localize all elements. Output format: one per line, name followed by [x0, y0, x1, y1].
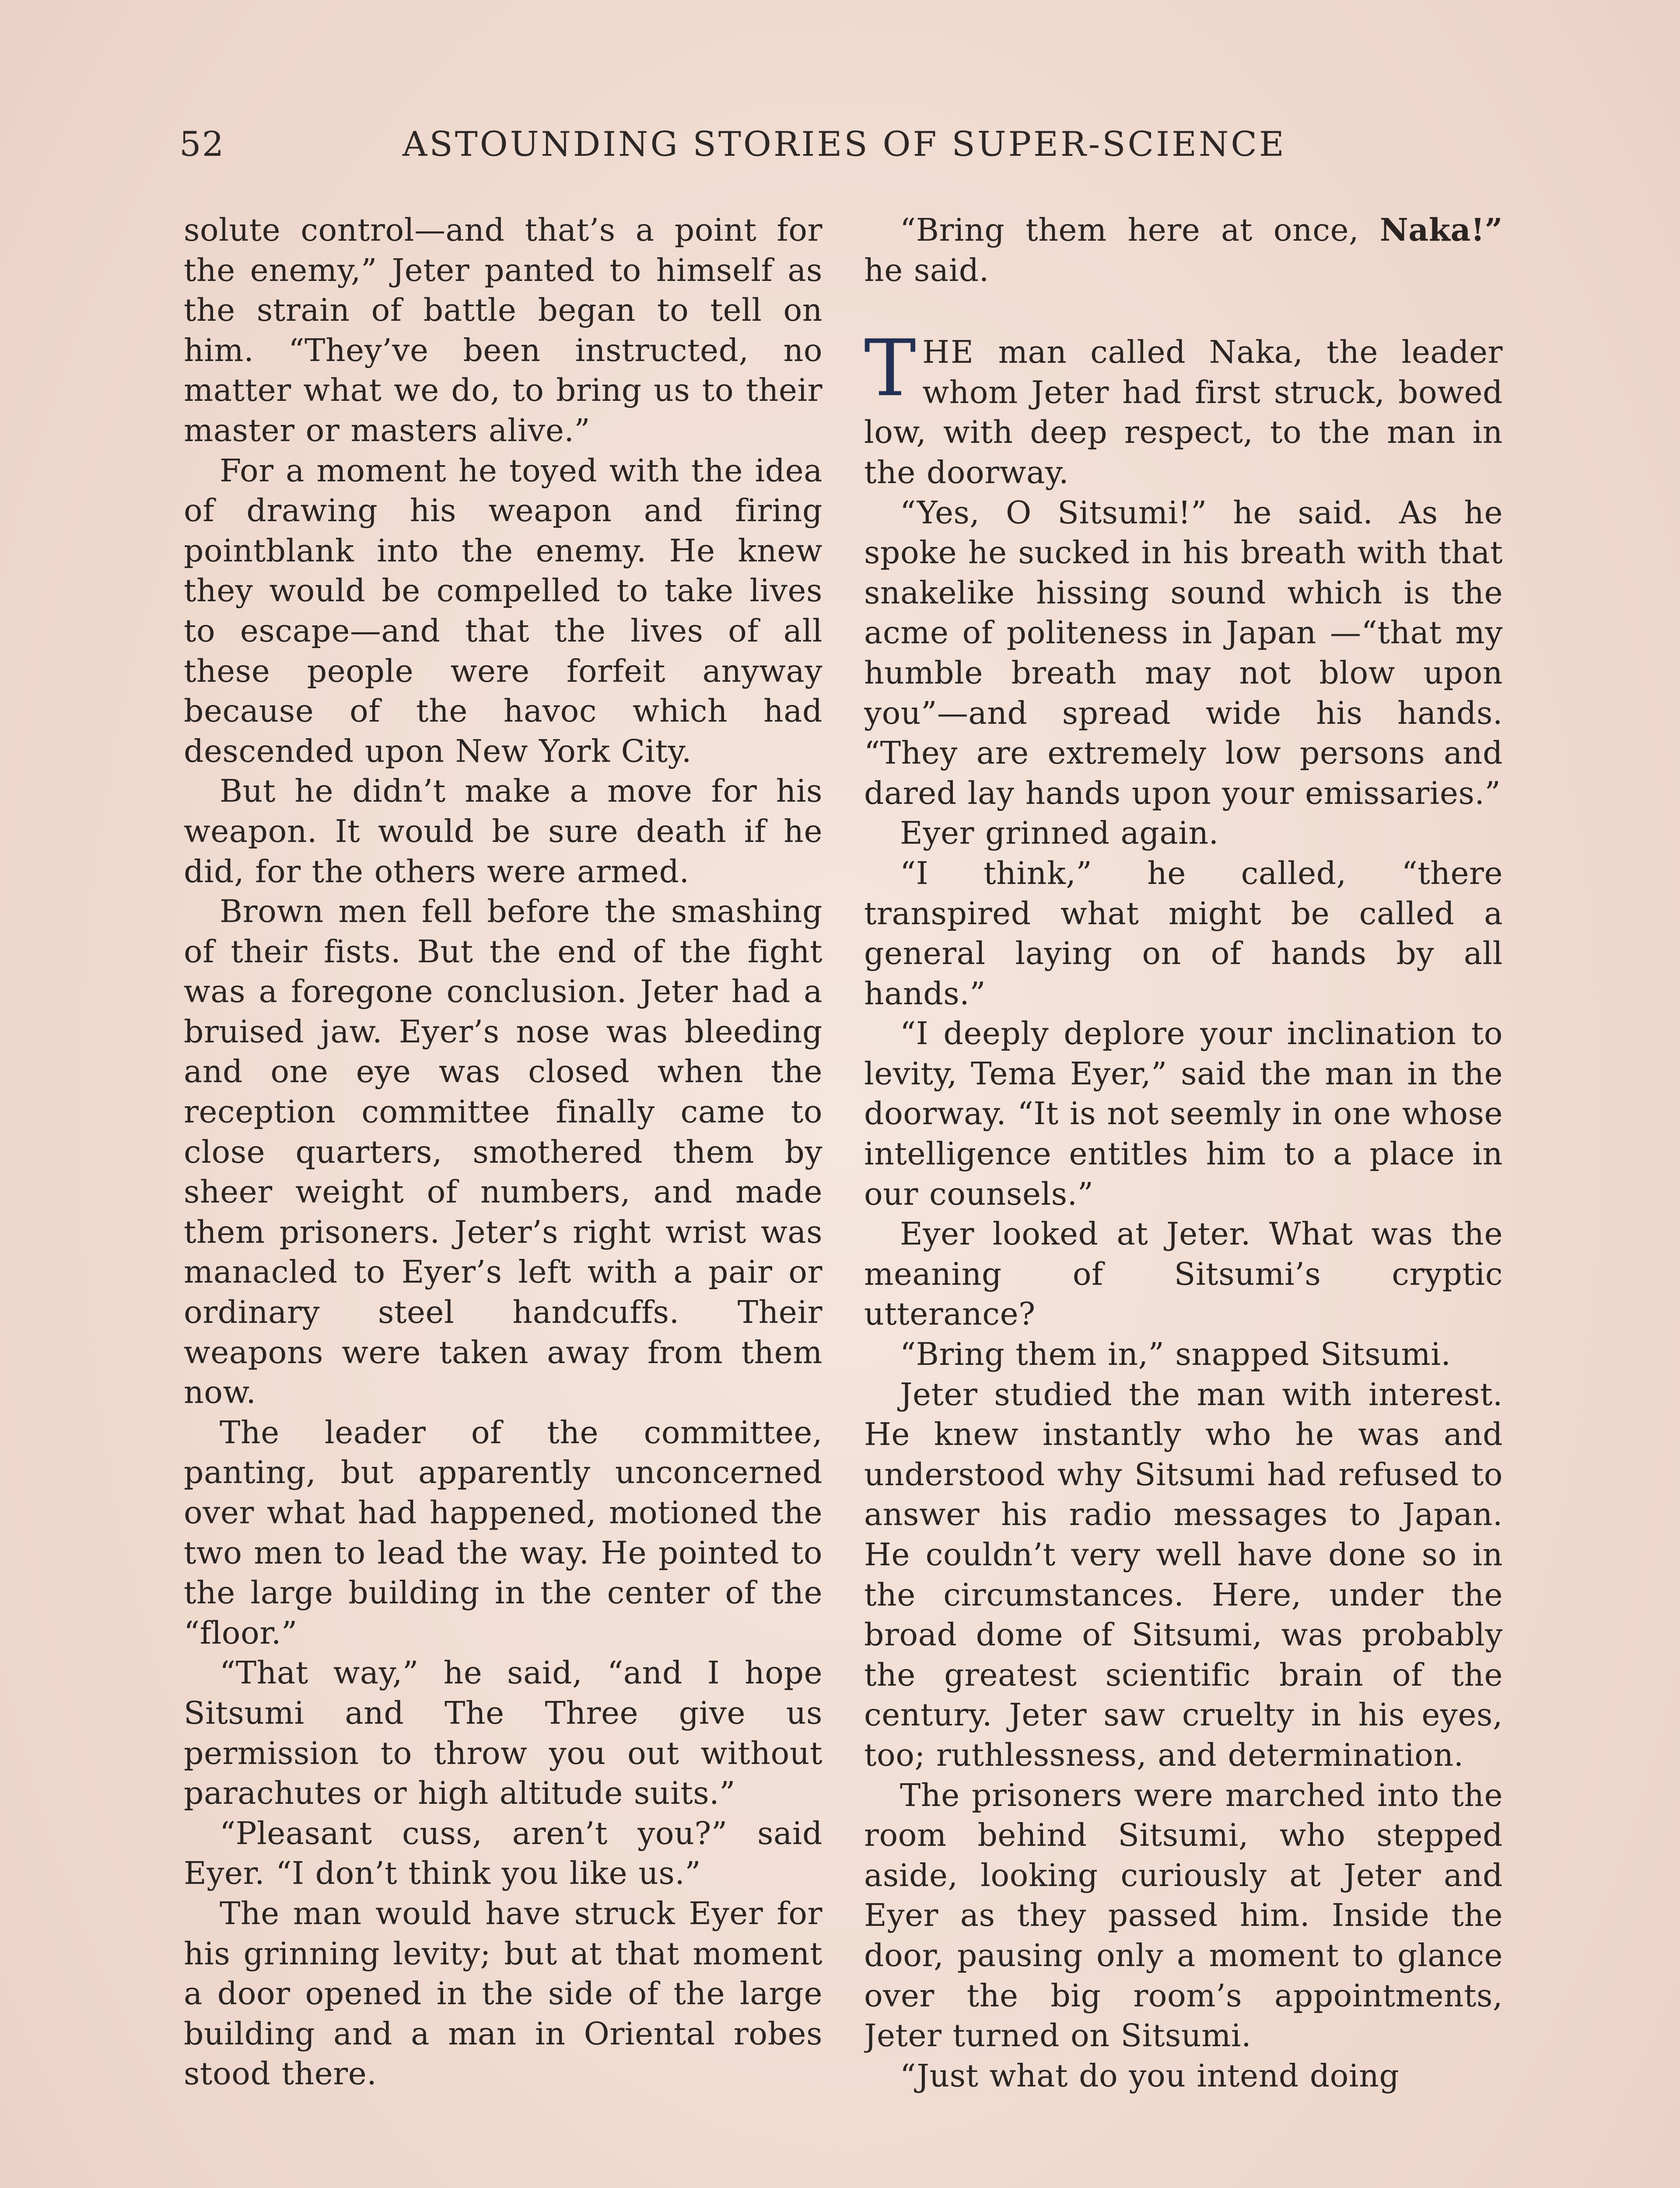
paragraph: “Just what do you intend doing: [900, 2057, 1400, 2094]
paragraph: Eyer looked at Jeter. What was the meaning of Sitsumi’s cryptic utterance?: [864, 1216, 1503, 1332]
small-caps-run: HE: [922, 334, 975, 371]
paragraph: For a moment he toyed with the idea of drawing his weapon and firing pointblank into the enemy. He knew they would be compelled to take lives to escape—and that the lives of all these people were forfeit anyway because of the havoc which had descended upon New York City.: [184, 452, 822, 769]
paragraph: “Bring them in,” snapped Sitsumi.: [900, 1336, 1451, 1373]
right-column: [864, 210, 1503, 2188]
paragraph: “I deeply deplore your inclination to levity, Tema Eyer,” said the man in the doorway. “It is not seemly in one whose intelligence entitles him to a place in our counsels.”: [864, 1015, 1503, 1212]
paragraph: “Pleasant cuss, aren’t you?” said Eyer. “I don’t think you like us.”: [184, 1815, 822, 1892]
paragraph: “That way,” he said, “and I hope Sitsumi and The Three give us permission to throw you out without parachutes or high altitude suits.”: [184, 1655, 822, 1812]
paragraph: The leader of the committee, panting, but apparently unconcerned over what had happened, motioned the two men to lead the way. He pointed to the large building in the center of the “floor.”: [184, 1414, 822, 1651]
paragraph: solute control—and that’s a point for the enemy,” Jeter panted to himself as the strain of battle began to tell on him. “They’ve been instructed, no matter what we do, to bring us to their master or masters alive.”: [184, 212, 822, 449]
left-column: [184, 210, 822, 2188]
paragraph: [864, 210, 1503, 290]
paragraph: But he didn’t make a move for his weapon. It would be sure death if he did, for the others were armed.: [184, 773, 822, 890]
text-run: he said.: [864, 252, 989, 288]
text-run: “Bring them here at once,: [900, 212, 1380, 248]
paragraph: Eyer grinned again.: [900, 815, 1219, 852]
paragraph: Brown men fell before the smashing of their fists. But the end of the fight was a foregone conclusion. Jeter had a bruised jaw. Eyer’s nose was bleeding and one eye was closed when the reception committee finally came to close quarters, smothered them by sheer weight of numbers, and made them prisoners. Jeter’s right wrist was manacled to Eyer’s left with a pair or ordinary steel handcuffs. Their weapons were taken away from them now.: [184, 893, 822, 1411]
section-start-paragraph: [864, 323, 1503, 492]
paragraph: “Yes, O Sitsumi!” he said. As he spoke he sucked in his breath with that snakelike hissing sound which is the acme of politeness in Japan —“that my humble breath may not blow upon you”—and spread wide his hands. “They are extremely low persons and dared lay hands upon your emissaries.”: [864, 494, 1503, 811]
drop-cap: T: [864, 323, 917, 414]
paragraph: Jeter studied the man with interest. He knew instantly who he was and understood why Sitsumi had refused to answer his radio messages to Japan. He couldn’t very well have done so in the circumstances. Here, under the broad dome of Sitsumi, was probably the greatest scientific brain of the century. Jeter saw cruelty in his eyes, too; ruthlessness, and determination.: [864, 1376, 1503, 1773]
paragraph: The man would have struck Eyer for his grinning levity; but at that moment a door opened in the side of the large building and a man in Oriental robes stood there.: [184, 1895, 822, 2092]
page-header: [179, 125, 1334, 173]
running-head: ASTOUNDING STORIES OF SUPER-SCIENCE: [402, 125, 1286, 164]
text-run: man called Naka, the leader whom Jeter had first struck, bowed low, with deep respect, to the man in the doorway.: [864, 334, 1503, 491]
page-number: 52: [179, 125, 225, 164]
speaker-name: Naka!”: [1379, 211, 1503, 248]
paragraph: “I think,” he called, “there transpired what might be called a general laying on of hands by all hands.”: [864, 855, 1503, 1012]
paragraph: The prisoners were marched into the room behind Sitsumi, who stepped aside, looking curiously at Jeter and Eyer as they passed him. Inside the door, pausing only a moment to glance over the big room’s appointments, Jeter turned on Sitsumi.: [864, 1777, 1503, 2054]
